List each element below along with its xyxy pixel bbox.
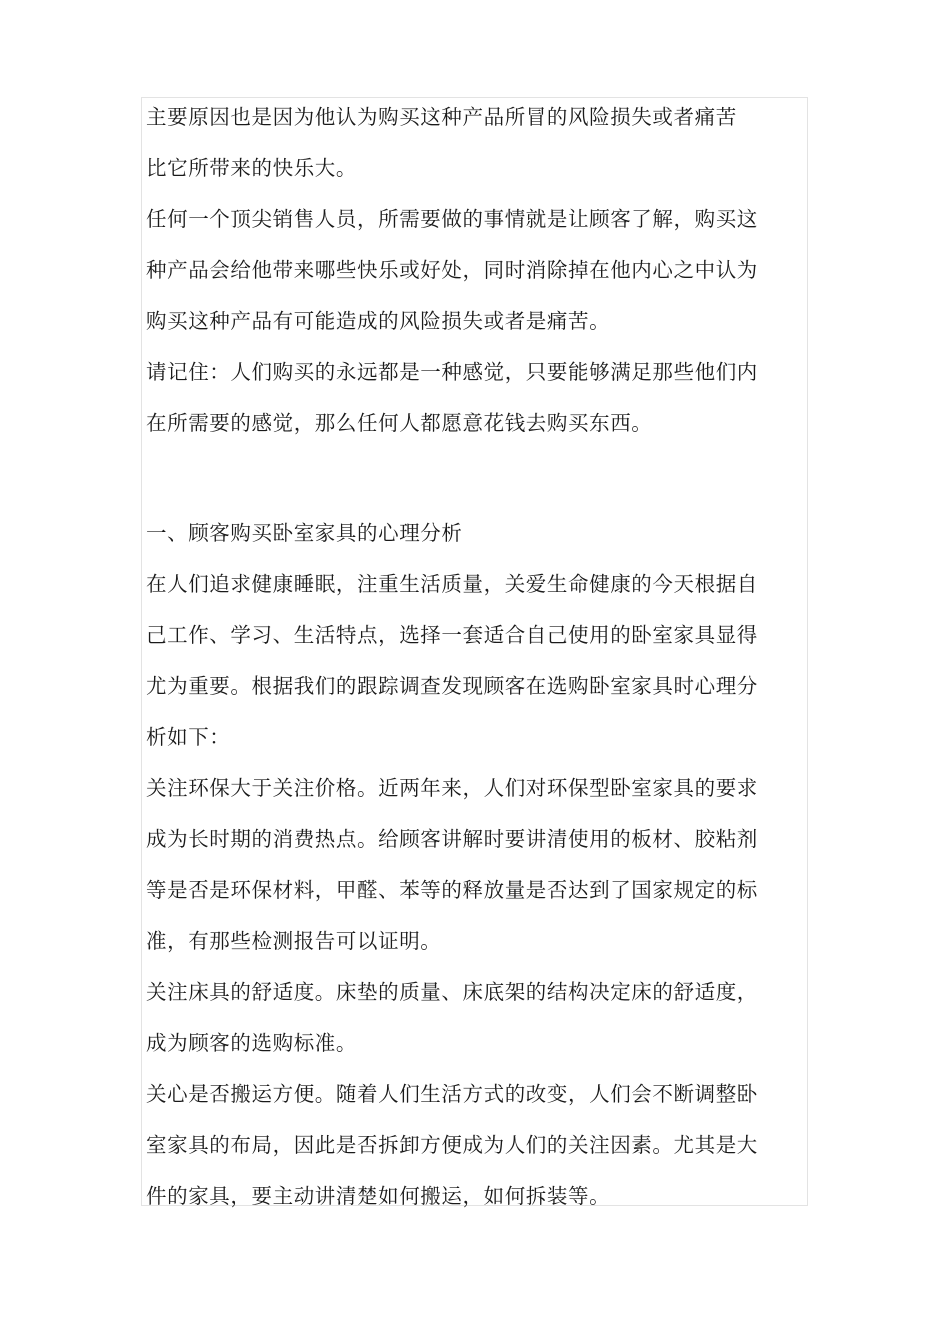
text-line: 请记住：人们购买的永远都是一种感觉，只要能够满足那些他们内: [146, 360, 758, 384]
text-line: 成为长时期的消费热点。给顾客讲解时要讲清使用的板材、胶粘剂: [146, 827, 758, 851]
text-line: 购买这种产品有可能造成的风险损失或者是痛苦。: [146, 309, 611, 333]
text-line: 关心是否搬运方便。随着人们生活方式的改变，人们会不断调整卧: [146, 1082, 758, 1106]
text-line: 任何一个顶尖销售人员，所需要做的事情就是让顾客了解，购买这: [146, 207, 758, 231]
text-line: 析如下：: [146, 725, 231, 749]
text-line: 等是否是环保材料，甲醛、苯等的释放量是否达到了国家规定的标: [146, 878, 758, 902]
text-line: 己工作、学习、生活特点，选择一套适合自己使用的卧室家具显得: [146, 623, 758, 647]
text-line: 种产品会给他带来哪些快乐或好处，同时消除掉在他内心之中认为: [146, 258, 758, 282]
text-line: 关注环保大于关注价格。近两年来，人们对环保型卧室家具的要求: [146, 776, 758, 800]
text-line: 比它所带来的快乐大。: [146, 156, 357, 180]
text-line: 关注床具的舒适度。床垫的质量、床底架的结构决定床的舒适度，: [146, 980, 758, 1004]
text-line: 在人们追求健康睡眠，注重生活质量，关爱生命健康的今天根据自: [146, 572, 758, 596]
text-line: 件的家具，要主动讲清楚如何搬运，如何拆装等。: [146, 1184, 611, 1208]
paragraph-gap: [146, 449, 814, 508]
text-line: 室家具的布局，因此是否拆卸方便成为人们的关注因素。尤其是大: [146, 1133, 758, 1157]
text-line: 尤为重要。根据我们的跟踪调查发现顾客在选购卧室家具时心理分: [146, 674, 758, 698]
text-line: 准，有那些检测报告可以证明。: [146, 929, 442, 953]
document-body: [146, 92, 814, 1222]
section-heading: 一、顾客购买卧室家具的心理分析: [146, 521, 463, 545]
text-line: 在所需要的感觉，那么任何人都愿意花钱去购买东西。: [146, 411, 653, 435]
text-line: 主要原因也是因为他认为购买这种产品所冒的风险损失或者痛苦: [146, 105, 737, 129]
text-line: 成为顾客的选购标准。: [146, 1031, 357, 1055]
